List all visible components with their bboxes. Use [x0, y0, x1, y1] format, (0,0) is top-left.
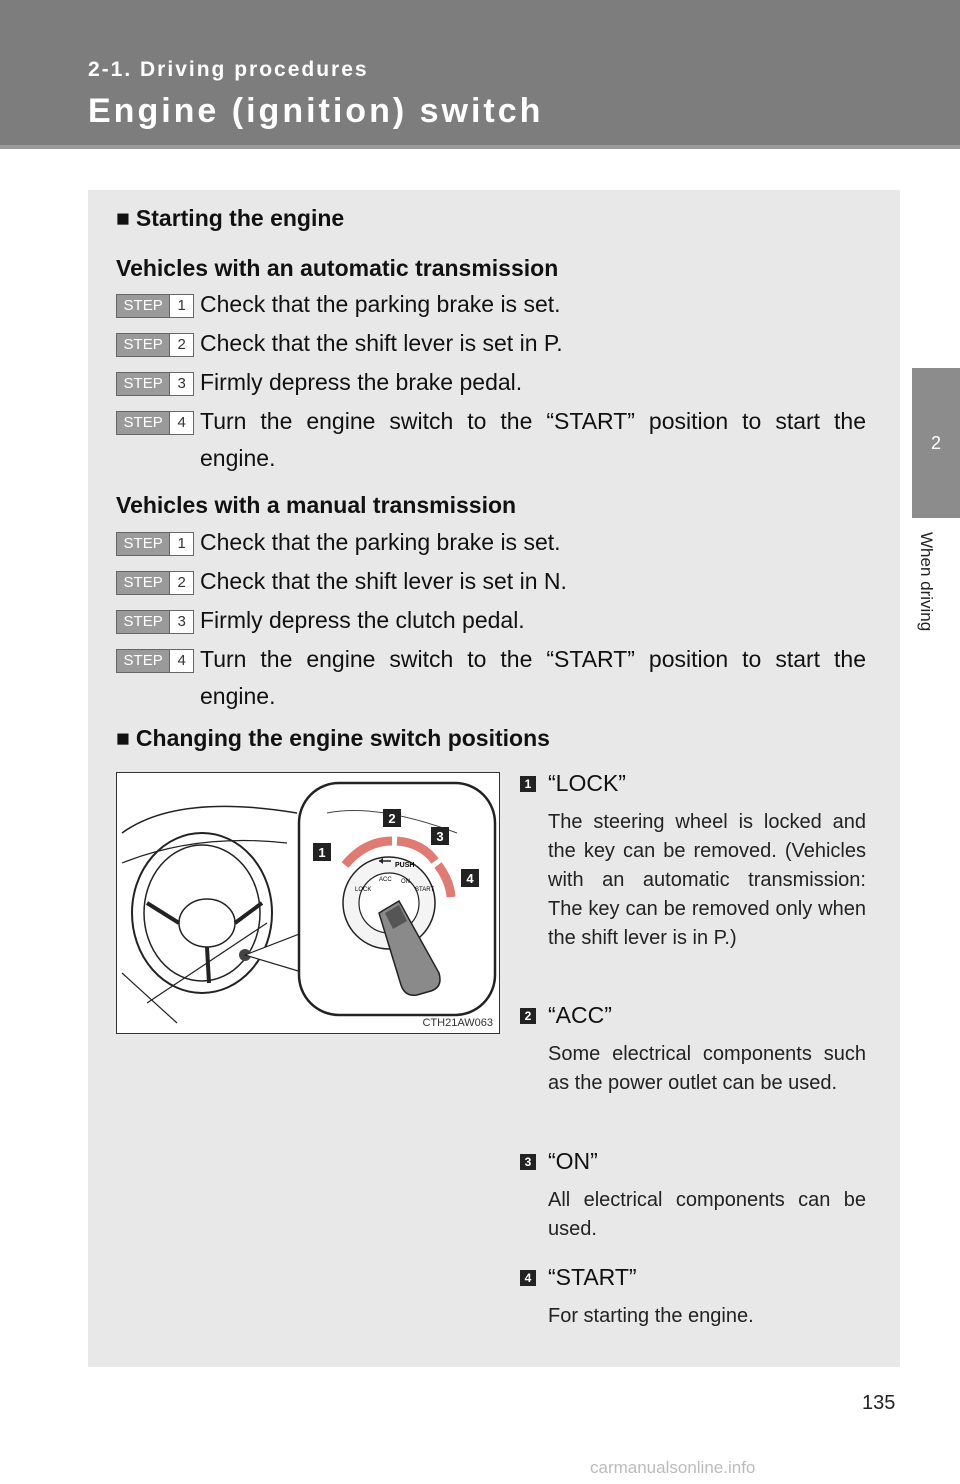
- dial-label-acc: ACC: [379, 877, 392, 883]
- step-text: Check that the parking brake is set.: [200, 291, 561, 317]
- chapter-tab-number: 2: [912, 368, 960, 518]
- step-item: [116, 286, 866, 323]
- position-item-start: [520, 1260, 866, 1331]
- callout-2: 2: [388, 811, 396, 826]
- step-badge: STEP 2: [116, 571, 194, 595]
- position-label: “LOCK”: [548, 770, 626, 796]
- starting-heading: [116, 205, 344, 232]
- step-badge: STEP 4: [116, 411, 194, 435]
- step-text: Firmly depress the clutch pedal.: [200, 607, 525, 633]
- position-description: All electrical components can be used.: [548, 1189, 866, 1240]
- changing-heading: [116, 725, 550, 752]
- starting-heading-text: Starting the engine: [135, 205, 345, 231]
- section-label: 2-1. Driving procedures: [88, 58, 369, 81]
- step-text: Check that the shift lever is set in P.: [200, 330, 563, 356]
- position-number: 2: [520, 1008, 536, 1024]
- square-bullet-icon: ■: [116, 205, 130, 231]
- step-item: [116, 364, 866, 401]
- step-badge: STEP 2: [116, 333, 194, 357]
- page-header: [0, 0, 960, 149]
- step-badge: STEP 1: [116, 294, 194, 318]
- position-description: For starting the engine.: [548, 1305, 754, 1327]
- square-bullet-icon: ■: [116, 725, 130, 751]
- position-label: “START”: [548, 1264, 637, 1290]
- step-item: [116, 325, 866, 362]
- ignition-switch-illustration: [116, 772, 500, 1034]
- step-item: [116, 403, 866, 477]
- position-number: 3: [520, 1154, 536, 1170]
- step-badge: STEP 4: [116, 649, 194, 673]
- watermark: carmanualsonline.info: [590, 1458, 756, 1477]
- step-text: Check that the parking brake is set.: [200, 529, 561, 555]
- changing-heading-text: Changing the engine switch positions: [135, 725, 550, 751]
- step-badge: STEP 3: [116, 610, 194, 634]
- step-item: [116, 563, 866, 600]
- position-description: The steering wheel is locked and the key can be removed. (Vehicles with an automatic transmission: The key can be removed only when the shift lever is in P.): [548, 811, 866, 949]
- position-number: 1: [520, 776, 536, 792]
- automatic-transmission-title: Vehicles with an automatic transmission: [116, 255, 559, 281]
- position-item-on: [520, 1144, 866, 1244]
- step-text: Turn the engine switch to the “START” position to start the engine.: [200, 646, 866, 709]
- ignition-switch-drawing: [117, 773, 499, 1033]
- chapter-tab-label: [912, 524, 960, 684]
- step-text: Firmly depress the brake pedal.: [200, 369, 523, 395]
- step-badge: STEP 3: [116, 372, 194, 396]
- position-label: “ON”: [548, 1148, 598, 1174]
- dial-label-lock: LOCK: [355, 887, 372, 893]
- position-label: “ACC”: [548, 1002, 612, 1028]
- manual-transmission-title: Vehicles with a manual transmission: [116, 492, 517, 518]
- dial-label-on: ON: [401, 879, 410, 885]
- dial-label-start: START: [415, 887, 435, 893]
- step-badge: STEP 1: [116, 532, 194, 556]
- step-text: Turn the engine switch to the “START” position to start the engine.: [200, 408, 866, 471]
- page-number: 135: [862, 1392, 896, 1414]
- callout-1: 1: [318, 845, 326, 860]
- step-item: [116, 602, 866, 639]
- figure-code: CTH21AW063: [422, 1017, 493, 1029]
- position-item-acc: [520, 998, 866, 1098]
- position-item-lock: [520, 766, 866, 953]
- callout-3: 3: [436, 829, 444, 844]
- callout-4: 4: [466, 871, 474, 886]
- push-label: PUSH: [395, 862, 415, 869]
- step-text: Check that the shift lever is set in N.: [200, 568, 567, 594]
- position-number: 4: [520, 1270, 536, 1286]
- position-description: Some electrical components such as the power outlet can be used.: [548, 1043, 866, 1094]
- page-title: Engine (ignition) switch: [88, 92, 544, 130]
- step-item: [116, 524, 866, 561]
- step-item: [116, 641, 866, 715]
- chapter-tab-label-text: When driving: [917, 532, 936, 632]
